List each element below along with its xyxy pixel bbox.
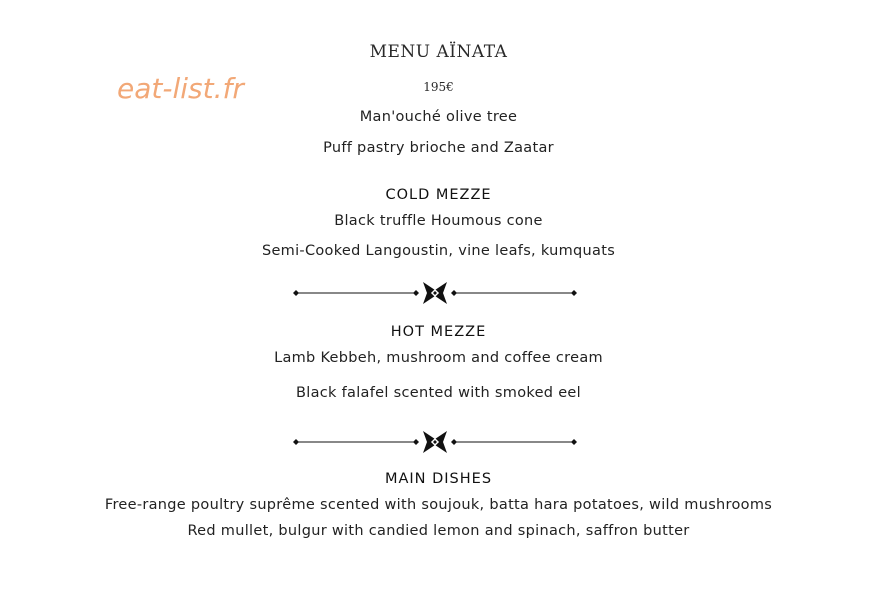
hot-mezze-item-1: Lamb Kebbeh, mushroom and coffee cream (274, 350, 603, 366)
intro-item-2: Puff pastry brioche and Zaatar (323, 140, 554, 156)
main-dishes-item-1: Free-range poultry suprême scented with soujouk, batta hara potatoes, wild mushrooms (104, 497, 773, 513)
section-heading-hot-mezze: HOT MEZZE (390, 324, 487, 340)
section-heading-cold-mezze: COLD MEZZE (385, 187, 492, 203)
section-heading-main-dishes: MAIN DISHES (384, 471, 493, 487)
cold-mezze-item-1: Black truffle Houmous cone (334, 213, 543, 229)
menu-title: MENU AÏNATA (369, 42, 508, 62)
ornamental-divider-icon (290, 281, 580, 305)
hot-mezze-item-2: Black falafel scented with smoked eel (296, 385, 581, 401)
watermark: eat-list.fr (117, 72, 244, 105)
main-dishes-item-2: Red mullet, bulgur with candied lemon and spinach, saffron butter (187, 523, 690, 539)
intro-item-1: Man'ouché olive tree (359, 109, 518, 125)
menu-price: 195€ (423, 80, 454, 94)
ornamental-divider-icon (290, 430, 580, 454)
cold-mezze-item-2: Semi-Cooked Langoustin, vine leafs, kumquats (261, 243, 616, 259)
